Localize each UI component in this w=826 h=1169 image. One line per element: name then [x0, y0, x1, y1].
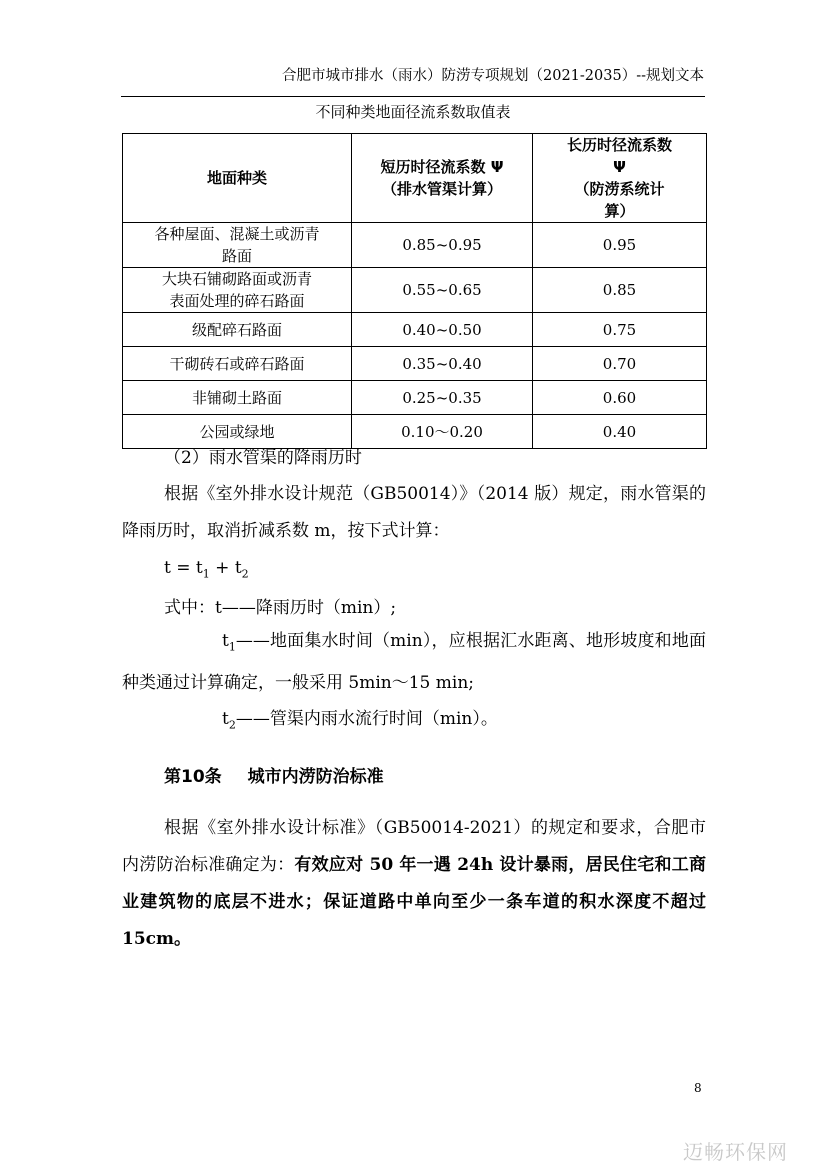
cell-short-coef: 0.10～0.20 [352, 415, 533, 449]
table-row [123, 313, 707, 347]
header-label: 算） [604, 202, 635, 220]
cell-text: 路面 [221, 247, 252, 265]
cell-surface-type: 干砌砖石或碎石路面 [123, 347, 352, 381]
article-paragraph [122, 810, 706, 958]
table-row [123, 381, 707, 415]
formula-part: + [209, 558, 235, 578]
header-long-coef [533, 134, 707, 223]
table-row [123, 347, 707, 381]
formula-subscript: 1 [202, 567, 210, 581]
runoff-coefficient-table [122, 133, 707, 449]
table-row [123, 223, 707, 268]
cell-surface-type: 公园或绿地 [123, 415, 352, 449]
cell-long-coef: 0.70 [533, 347, 707, 381]
table-caption: 不同种类地面径流系数取值表 [315, 103, 511, 121]
cell-short-coef: 0.35~0.40 [352, 347, 533, 381]
t1-desc-text: ——地面集水时间（min），应根据汇水距离、地形坡度和地面种类通过计算确定，一般采用 5min～15 min; [122, 631, 706, 694]
cell-long-coef: 0.95 [533, 223, 707, 268]
header-surface-type [123, 134, 352, 223]
cell-short-coef: 0.25~0.35 [352, 381, 533, 415]
cell-long-coef: 0.75 [533, 313, 707, 347]
table-header-row [123, 134, 707, 223]
formula [164, 558, 249, 580]
formula-where: 式中：t——降雨历时（min）; [164, 598, 397, 618]
article-heading [164, 762, 384, 787]
cell-short-coef: 0.40~0.50 [352, 313, 533, 347]
cell-text: 表面处理的碎石路面 [169, 292, 305, 310]
formula-part: = [170, 558, 196, 578]
article-title: 城市内涝防治标准 [247, 767, 384, 787]
t2-desc-text: ——管渠内雨水流行时间（min）。 [235, 709, 498, 729]
cell-long-coef: 0.85 [533, 268, 707, 313]
page-number: 8 [694, 1081, 702, 1095]
cell-short-coef: 0.85~0.95 [352, 223, 533, 268]
cell-surface-type [123, 223, 352, 268]
t2-description: $t_2——$管渠内雨水流行时间（min）。 [222, 709, 498, 732]
watermark: 迈畅环保网 [683, 1140, 788, 1164]
cell-long-coef: 0.40 [533, 415, 707, 449]
cell-surface-type: 非铺砌土路面 [123, 381, 352, 415]
subsection-heading: （2）雨水管渠的降雨历时 [164, 448, 362, 468]
article-text: 根据《室外排水设计标准》（GB50014-2021）的规定和要求，合肥市内涝防治标准确定为： [122, 818, 706, 875]
header-label: （排水管渠计算） [381, 180, 502, 198]
formula-part: t [234, 558, 242, 578]
article-number: 第10条 [164, 767, 222, 787]
cell-text: 各种屋面、混凝土或沥青 [154, 225, 320, 243]
table-row [123, 268, 707, 313]
page-header: 合肥市城市排水（雨水）防涝专项规划（2021-2035）--规划文本 [282, 68, 704, 84]
cell-short-coef: 0.55~0.65 [352, 268, 533, 313]
header-label: 短历时径流系数 Ψ [380, 158, 504, 176]
cell-surface-type: 级配碎石路面 [123, 313, 352, 347]
header-label: Ψ [613, 158, 626, 176]
t1-description: $t_1——$地面集水时间（min），应根据汇水距离、地形坡度和地面种类通过计算确定，一般采用 5min～15 min; [122, 631, 706, 694]
article-bold-text: 有效应对 50 年一遇 24h 设计暴雨，居民住宅和工商业建筑物的底层不进水；保证道路中单向至少一条车道的积水深度不超过 15cm。 [122, 855, 706, 949]
formula-subscript: 2 [241, 567, 249, 581]
header-short-coef [352, 134, 533, 223]
cell-long-coef: 0.60 [533, 381, 707, 415]
formula-part: t [164, 558, 171, 578]
header-label: （防涝系统计 [574, 180, 665, 198]
header-rule [121, 96, 705, 97]
header-label: 长历时径流系数 [566, 136, 672, 154]
cell-text: 大块石铺砌路面或沥青 [161, 270, 312, 288]
body-paragraph: 根据《室外排水设计规范（GB50014）》（2014 版）规定，雨水管渠的降雨历时，取消折减系数 m，按下式计算： [122, 484, 706, 541]
header-label: 地面种类 [206, 169, 267, 187]
formula-part: t [195, 558, 203, 578]
cell-surface-type [123, 268, 352, 313]
